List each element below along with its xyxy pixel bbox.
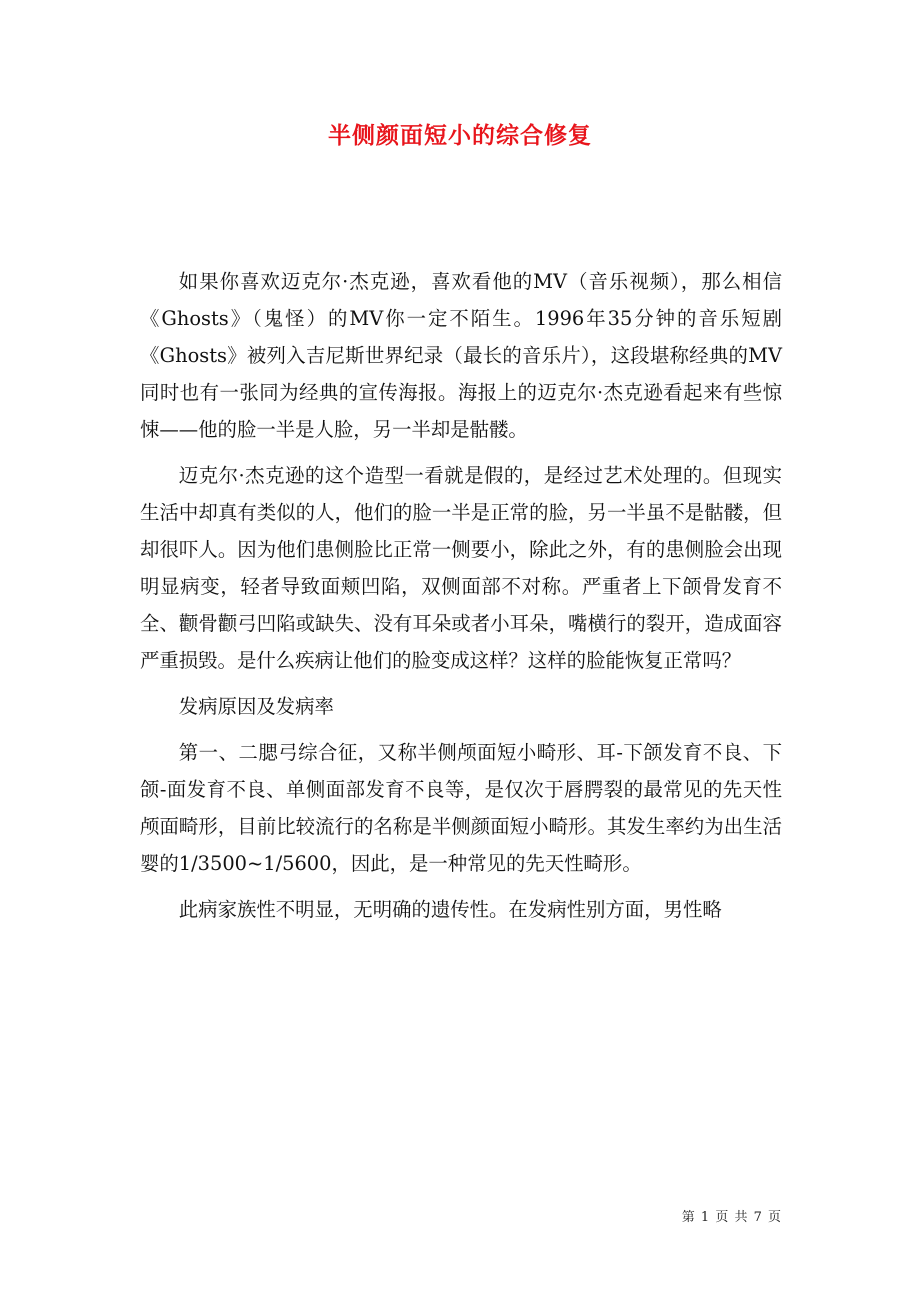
paragraph-intro: 如果你喜欢迈克尔·杰克逊，喜欢看他的MV（音乐视频），那么相信《Ghosts》（鬼怪）的MV你一定不陌生。1996年35分钟的音乐短剧《Ghosts》被列入吉尼斯世界纪录（最长的音乐片），这段堪称经典的MV同时也有一张同为经典的宣传海报。海报上的迈克尔·杰克逊看起来有些惊悚——他的脸一半是人脸，另一半却是骷髅。 [140,270,782,441]
paragraph-description: 迈克尔·杰克逊的这个造型一看就是假的，是经过艺术处理的。但现实生活中却真有类似的人，他们的脸一半是正常的脸，另一半虽不是骷髅，但却很吓人。因为他们患侧脸比正常一侧要小，除此之外，有的患侧脸会出现明显病变，轻者导致面颊凹陷，双侧面部不对称。严重者上下颌骨发育不全、颧骨颧弓凹陷或缺失、没有耳朵或者小耳朵，嘴横行的裂开，造成面容严重损毁。是什么疾病让他们的脸变成这样？这样的脸能恢复正常吗？ [140,464,782,672]
paragraph-definition: 第一、二腮弓综合征，又称半侧颅面短小畸形、耳-下颌发育不良、下颌-面发育不良、单侧面部发育不良等，是仅次于唇腭裂的最常见的先天性颅面畸形，目前比较流行的名称是半侧颜面短小畸形。其发生率约为出生活婴的1/3500~1/5600，因此，是一种常见的先天性畸形。 [140,741,782,875]
page-number: 第 1 页 共 7 页 [681,1210,782,1225]
document-title: 半侧颜面短小的综合修复 [328,122,592,149]
document-body [140,263,782,937]
section-heading-cause: 发病原因及发病率 [178,695,334,718]
paragraph-heredity: 此病家族性不明显，无明确的遗传性。在发病性别方面，男性略 [178,898,722,921]
